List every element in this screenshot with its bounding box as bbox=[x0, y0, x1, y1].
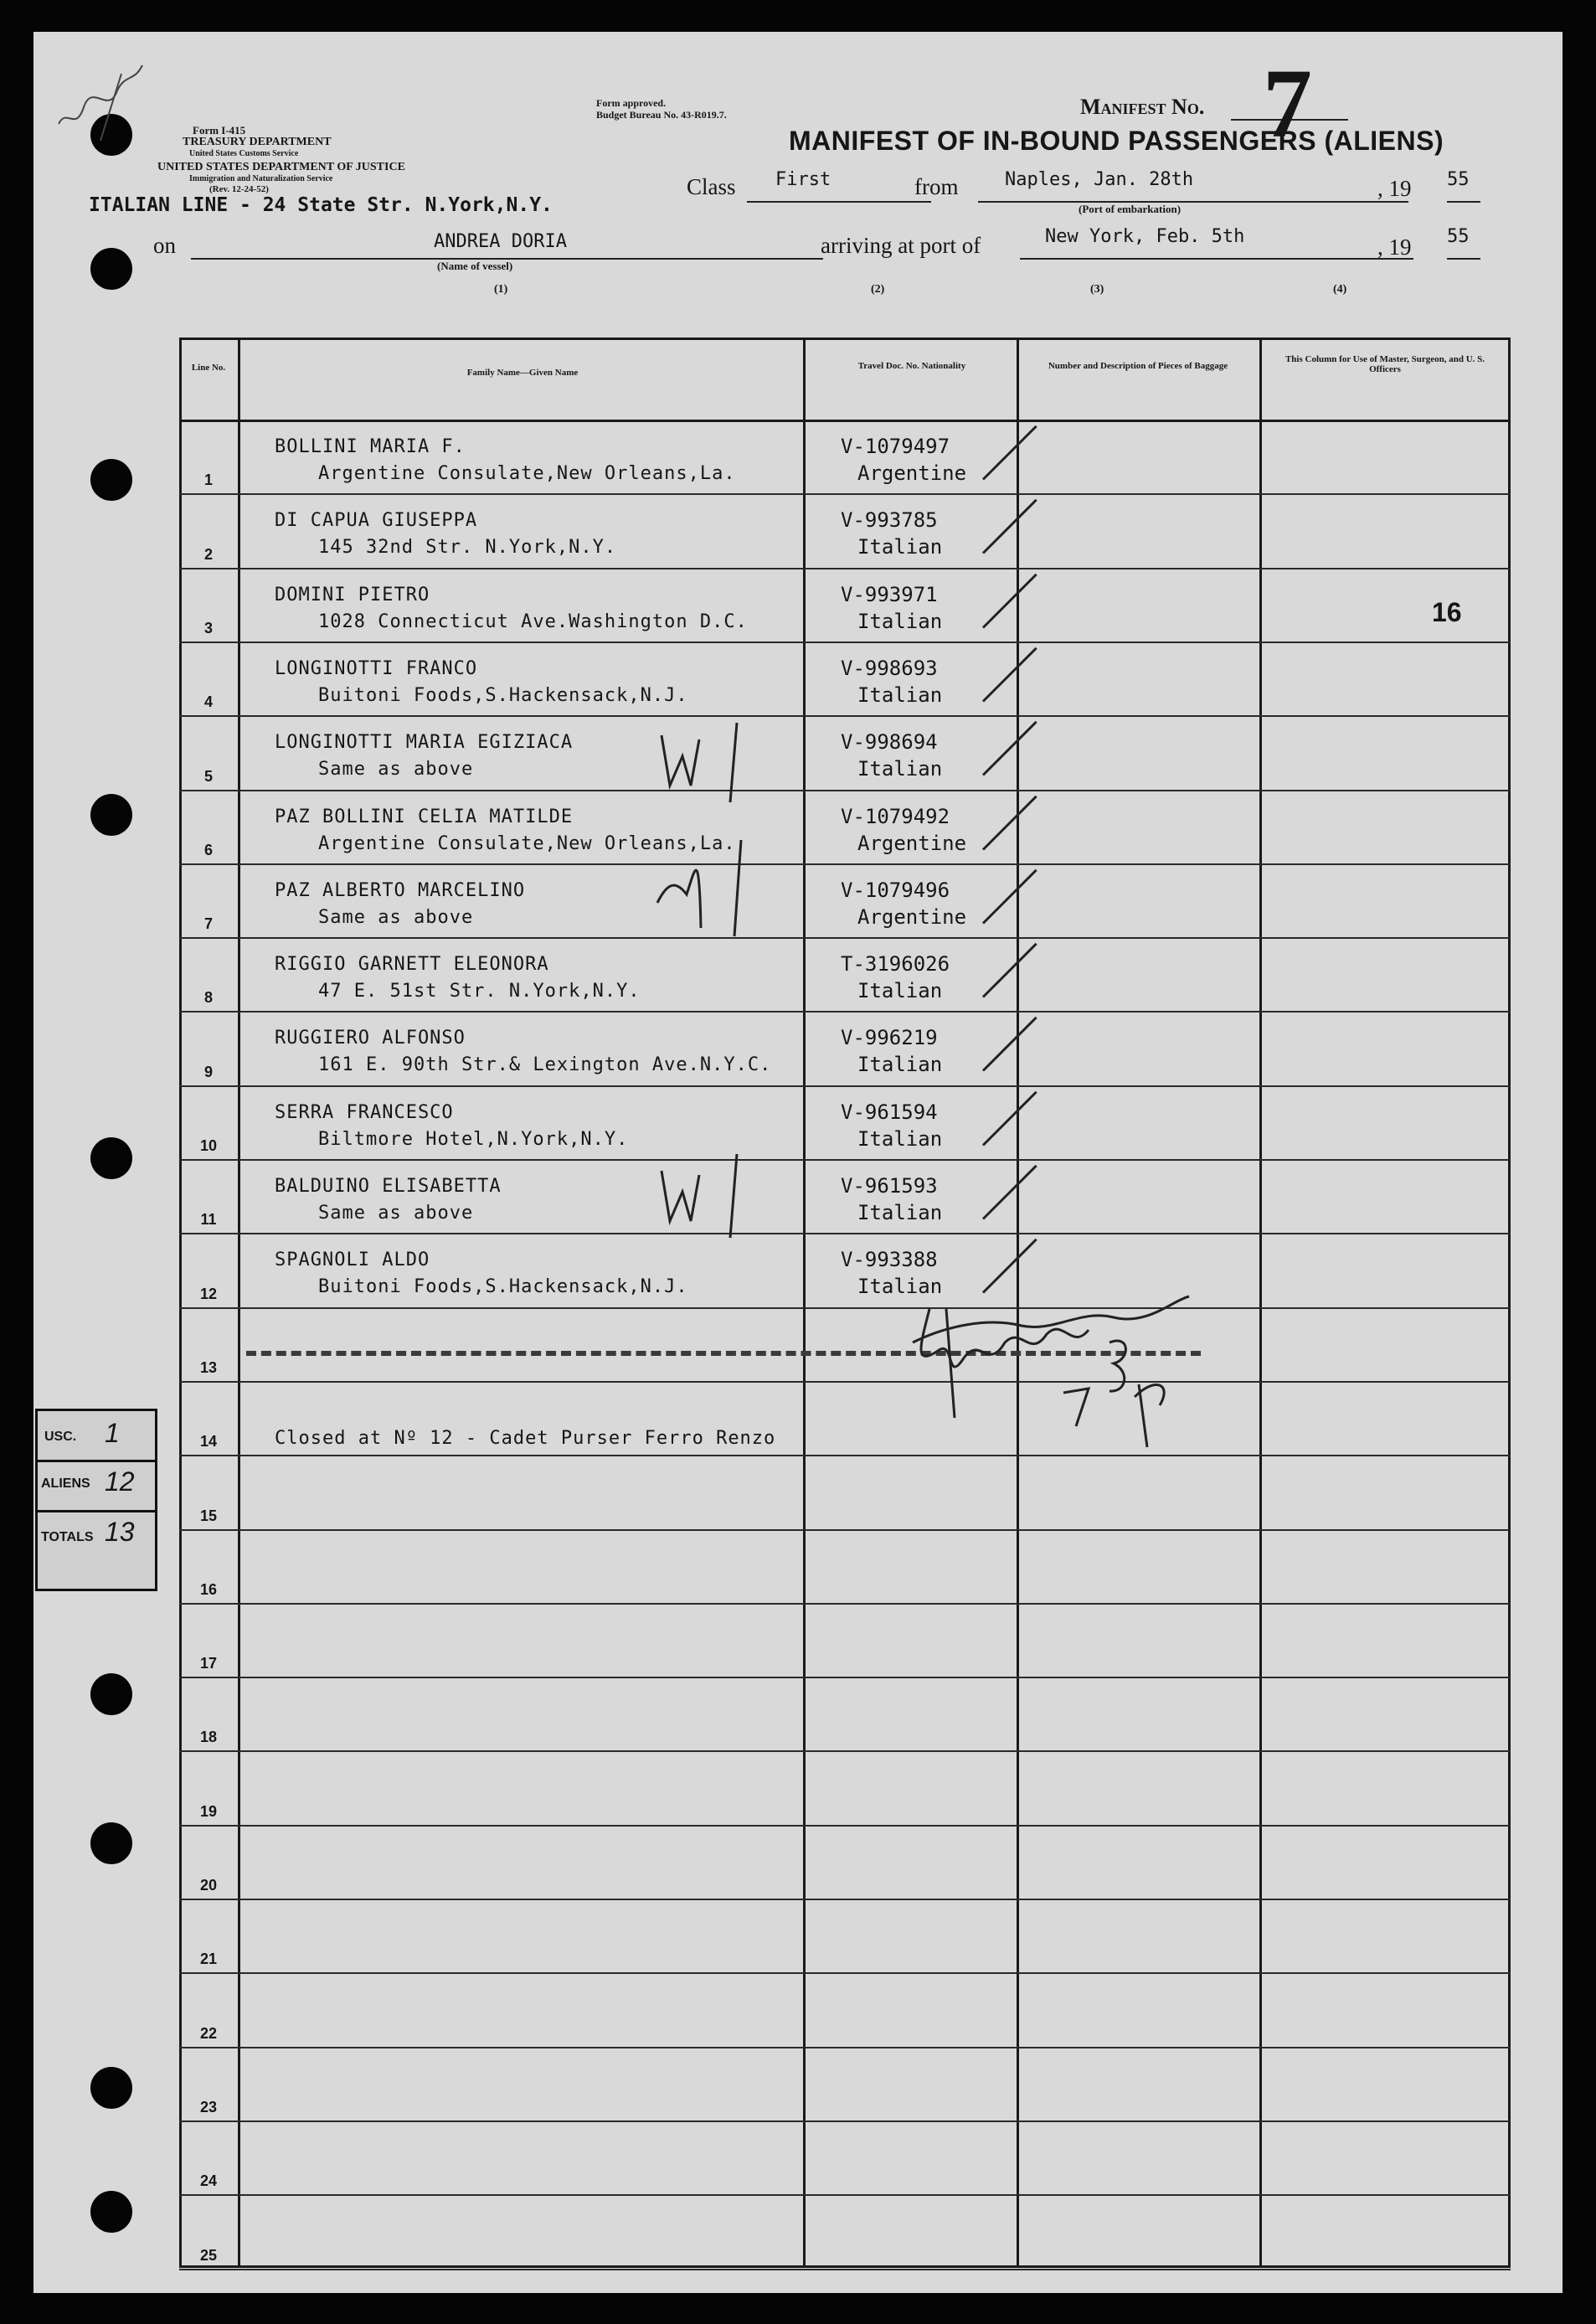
line-number: 23 bbox=[199, 2098, 218, 2115]
punch-hole bbox=[90, 2191, 132, 2233]
arriving-label: arriving at port of bbox=[821, 233, 981, 258]
header-baggage: Number and Description of Pieces of Baggage bbox=[1048, 361, 1228, 371]
punch-hole bbox=[90, 794, 132, 836]
passenger-name: LONGINOTTI MARIA EGIZIACA bbox=[275, 732, 574, 754]
budget-bureau: Budget Bureau No. 43-R019.7. bbox=[596, 109, 727, 121]
row-divider bbox=[179, 1603, 1511, 1605]
punch-hole bbox=[90, 248, 132, 290]
passenger-name: SERRA FRANCESCO bbox=[275, 1101, 454, 1123]
line-number: 17 bbox=[199, 1655, 218, 1672]
travel-doc-number: V-1079496 bbox=[841, 878, 950, 902]
from-label: from bbox=[914, 174, 959, 199]
count-stamp bbox=[35, 1409, 157, 1591]
passenger-address: Biltmore Hotel,N.York,N.Y. bbox=[318, 1128, 629, 1150]
nationality: Italian bbox=[857, 1053, 943, 1077]
nationality: Argentine bbox=[857, 461, 967, 485]
from-value: Naples, Jan. 28th bbox=[1005, 169, 1194, 190]
row-divider bbox=[179, 2047, 1511, 2048]
travel-doc-number: V-996219 bbox=[841, 1026, 938, 1050]
stamp-aliens-label: ALIENS bbox=[41, 1476, 90, 1491]
manifest-label: Manifest No. bbox=[1080, 95, 1205, 119]
header-line-no: Line No. bbox=[191, 363, 226, 373]
passenger-address: 1028 Connecticut Ave.Washington D.C. bbox=[318, 611, 748, 632]
arriving-year-prefix: , 19 bbox=[1377, 234, 1412, 260]
row-divider bbox=[179, 642, 1511, 643]
manifest-number: 7 bbox=[1263, 49, 1312, 158]
row-divider bbox=[179, 790, 1511, 791]
punch-hole bbox=[90, 1673, 132, 1715]
nationality: Italian bbox=[857, 1201, 943, 1224]
row-divider bbox=[179, 2194, 1511, 2196]
initials-mark bbox=[50, 57, 151, 149]
manifest-table bbox=[179, 338, 1511, 2268]
page-title: MANIFEST OF IN-BOUND PASSENGERS (ALIENS) bbox=[789, 126, 1444, 156]
stamp-usc-label: USC. bbox=[44, 1430, 77, 1444]
line-number: 5 bbox=[203, 767, 213, 785]
header-officers: This Column for Use of Master, Surgeon, and U. S. Officers bbox=[1285, 354, 1485, 374]
travel-doc-number: V-998694 bbox=[841, 730, 938, 755]
embarkation-note: (Port of embarkation) bbox=[1079, 203, 1182, 215]
passenger-address: Buitoni Foods,S.Hackensack,N.J. bbox=[318, 684, 688, 706]
nationality: Argentine bbox=[857, 831, 967, 855]
row-divider bbox=[179, 1455, 1511, 1456]
passenger-address: 47 E. 51st Str. N.York,N.Y. bbox=[318, 981, 641, 1002]
customs-service: United States Customs Service bbox=[189, 149, 299, 158]
line-number: 15 bbox=[199, 1507, 218, 1524]
line-number: 4 bbox=[203, 693, 213, 711]
row-divider bbox=[179, 715, 1511, 717]
travel-doc-number: V-961593 bbox=[841, 1174, 938, 1198]
passenger-name: PAZ BOLLINI CELIA MATILDE bbox=[275, 806, 574, 827]
travel-doc-number: V-993388 bbox=[841, 1248, 938, 1272]
punch-hole bbox=[90, 2067, 132, 2109]
row-divider bbox=[179, 1307, 1511, 1309]
from-year: 55 bbox=[1447, 169, 1470, 190]
class-label: Class bbox=[687, 174, 736, 199]
passenger-address: Argentine Consulate,New Orleans,La. bbox=[318, 832, 736, 854]
row-divider bbox=[179, 493, 1511, 495]
passenger-address: Argentine Consulate,New Orleans,La. bbox=[318, 463, 736, 484]
column-2-number: (2) bbox=[871, 283, 885, 296]
header-travel-doc: Travel Doc. No. Nationality bbox=[857, 361, 966, 371]
row-divider bbox=[179, 1159, 1511, 1161]
row-divider bbox=[179, 1381, 1511, 1383]
passenger-name: DOMINI PIETRO bbox=[275, 584, 430, 605]
punch-hole bbox=[90, 1137, 132, 1179]
travel-doc-number: V-961594 bbox=[841, 1100, 938, 1124]
closed-note: Closed at Nº 12 - Cadet Purser Ferro Renzo bbox=[275, 1428, 776, 1449]
stamp-usc-value: 1 bbox=[105, 1418, 120, 1448]
stamp-aliens-value: 12 bbox=[105, 1466, 135, 1497]
passenger-address: Buitoni Foods,S.Hackensack,N.J. bbox=[318, 1276, 688, 1298]
line-number: 11 bbox=[200, 1211, 217, 1229]
row-divider bbox=[179, 1825, 1511, 1827]
travel-doc-number: V-1079492 bbox=[841, 804, 950, 828]
row-divider bbox=[179, 2120, 1511, 2122]
passenger-address: Same as above bbox=[318, 1203, 474, 1224]
line-number: 10 bbox=[199, 1137, 218, 1154]
class-value: First bbox=[775, 169, 831, 190]
row-divider bbox=[179, 568, 1511, 569]
line-number: 3 bbox=[203, 619, 213, 636]
nationality: Italian bbox=[857, 757, 943, 781]
punch-hole bbox=[90, 1822, 132, 1864]
handwritten-mark bbox=[649, 836, 766, 945]
line-number: 12 bbox=[199, 1285, 218, 1302]
passenger-name: PAZ ALBERTO MARCELINO bbox=[275, 879, 526, 901]
line-number: 8 bbox=[203, 989, 213, 1007]
travel-doc-number: T-3196026 bbox=[841, 952, 950, 976]
line-number: 1 bbox=[203, 471, 213, 489]
nationality: Argentine bbox=[857, 904, 967, 929]
line-number: 24 bbox=[199, 2172, 218, 2190]
column-4-number: (4) bbox=[1333, 283, 1347, 296]
travel-doc-number: V-993785 bbox=[841, 508, 938, 533]
column-1-number: (1) bbox=[494, 283, 508, 296]
passenger-name: RUGGIERO ALFONSO bbox=[275, 1028, 466, 1049]
line-number: 22 bbox=[199, 2024, 218, 2042]
row-divider bbox=[179, 1750, 1511, 1752]
line-number: 2 bbox=[203, 545, 213, 563]
row-divider bbox=[179, 1529, 1511, 1531]
treasury-department: TREASURY DEPARTMENT bbox=[183, 136, 332, 148]
from-year-prefix: , 19 bbox=[1377, 176, 1412, 201]
row-divider bbox=[179, 1677, 1511, 1678]
passenger-address: Same as above bbox=[318, 906, 474, 928]
line-number: 21 bbox=[199, 1950, 218, 1968]
passenger-address: 161 E. 90th Str.& Lexington Ave.N.Y.C. bbox=[318, 1054, 772, 1076]
travel-doc-number: V-993971 bbox=[841, 582, 938, 606]
row-divider bbox=[179, 1972, 1511, 1974]
passenger-name: DI CAPUA GIUSEPPA bbox=[275, 510, 478, 532]
nationality: Italian bbox=[857, 1126, 943, 1151]
handwritten-mark bbox=[653, 1146, 754, 1246]
form-revision: (Rev. 12-24-52) bbox=[209, 184, 269, 194]
passenger-name: SPAGNOLI ALDO bbox=[275, 1250, 430, 1271]
column-3-number: (3) bbox=[1090, 283, 1104, 296]
on-label: on bbox=[153, 233, 176, 258]
passenger-name: BOLLINI MARIA F. bbox=[275, 436, 466, 457]
travel-doc-number: V-1079497 bbox=[841, 435, 950, 458]
officer-signature bbox=[896, 1292, 1197, 1451]
row-divider bbox=[179, 1233, 1511, 1234]
form-number: Form I-415 bbox=[193, 124, 246, 137]
row-divider bbox=[179, 937, 1511, 939]
shipping-line-address: ITALIAN LINE - 24 State Str. N.York,N.Y. bbox=[89, 194, 553, 216]
row-divider bbox=[179, 1899, 1511, 1900]
nationality: Italian bbox=[857, 979, 943, 1003]
punch-hole bbox=[90, 459, 132, 501]
row-divider bbox=[179, 863, 1511, 865]
row-divider bbox=[179, 1085, 1511, 1087]
passenger-name: BALDUINO ELISABETTA bbox=[275, 1176, 502, 1197]
row-divider bbox=[179, 1011, 1511, 1013]
stamp-totals-label: TOTALS bbox=[41, 1530, 94, 1544]
manifest-page bbox=[33, 32, 1563, 2293]
line-number: 19 bbox=[199, 1802, 218, 1820]
header-name: Family Name—Given Name bbox=[466, 368, 579, 378]
passenger-address: Same as above bbox=[318, 759, 474, 781]
nationality: Italian bbox=[857, 683, 943, 707]
passenger-address: 145 32nd Str. N.York,N.Y. bbox=[318, 537, 617, 559]
form-approved: Form approved. bbox=[596, 97, 667, 109]
passenger-name: LONGINOTTI FRANCO bbox=[275, 657, 478, 679]
nationality: Italian bbox=[857, 609, 943, 633]
line-number: 18 bbox=[199, 1729, 218, 1746]
vessel-note: (Name of vessel) bbox=[437, 260, 513, 272]
vessel-name: ANDREA DORIA bbox=[434, 231, 567, 252]
line-number: 6 bbox=[203, 841, 213, 858]
row-divider bbox=[179, 2269, 1511, 2270]
line-number: 14 bbox=[199, 1433, 218, 1451]
department-of-justice: UNITED STATES DEPARTMENT OF JUSTICE bbox=[157, 161, 405, 173]
line-number: 20 bbox=[199, 1877, 218, 1894]
line-number: 9 bbox=[203, 1063, 213, 1080]
line-number: 25 bbox=[199, 2246, 218, 2264]
nationality: Italian bbox=[857, 535, 943, 559]
passenger-name: RIGGIO GARNETT ELEONORA bbox=[275, 954, 549, 976]
stamp-totals-value: 13 bbox=[105, 1517, 135, 1547]
officer-mark: 16 bbox=[1432, 597, 1462, 627]
line-number: 16 bbox=[199, 1580, 218, 1598]
handwritten-mark bbox=[653, 719, 754, 819]
arriving-value: New York, Feb. 5th bbox=[1045, 226, 1245, 247]
line-number: 7 bbox=[203, 915, 213, 933]
nationality: Italian bbox=[857, 1275, 943, 1299]
travel-doc-number: V-998693 bbox=[841, 656, 938, 680]
line-number: 13 bbox=[199, 1358, 218, 1376]
arriving-year: 55 bbox=[1447, 226, 1470, 247]
ins-service: Immigration and Naturalization Service bbox=[189, 174, 333, 183]
